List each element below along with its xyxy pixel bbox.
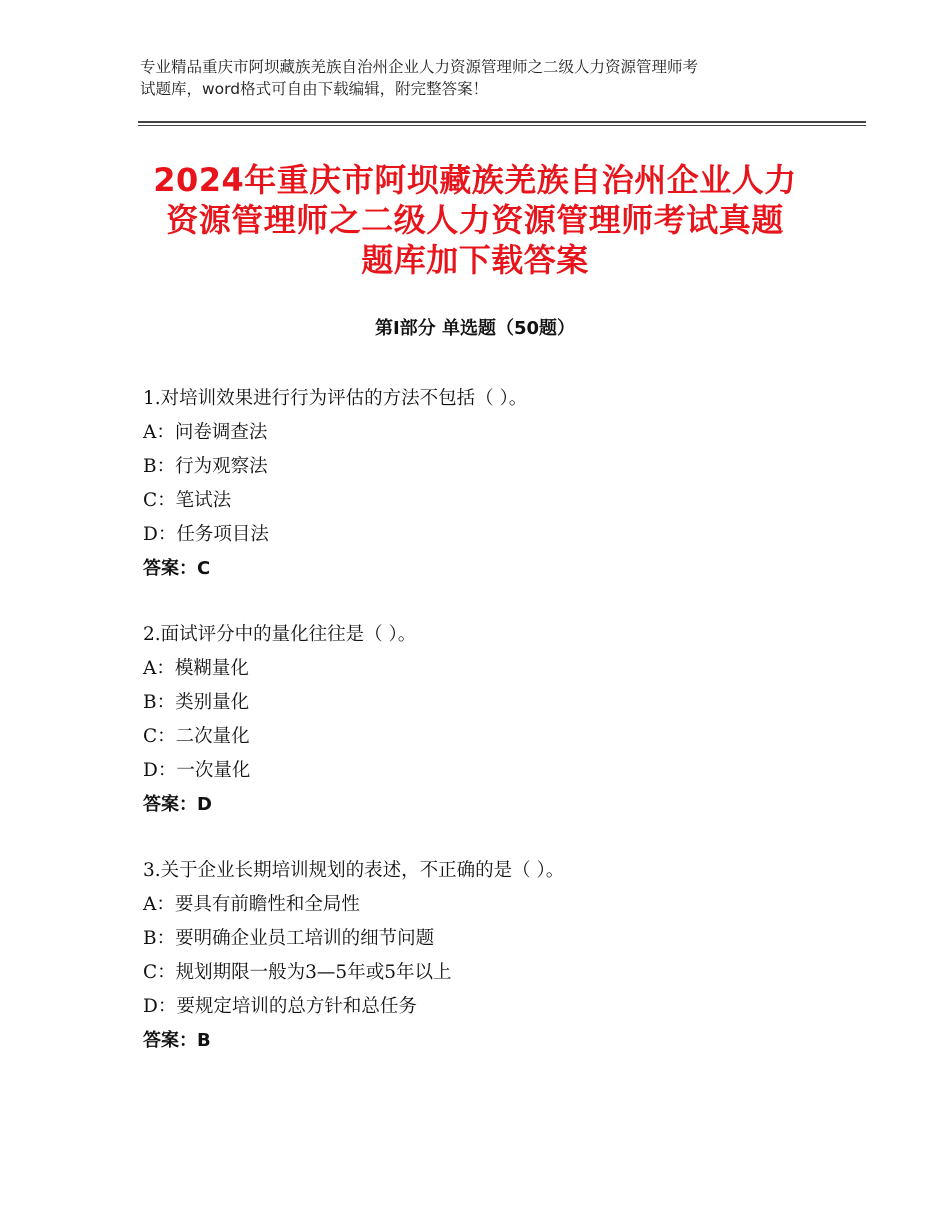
section-title: 第Ⅰ部分 单选题（50题） (374, 318, 575, 339)
header-divider-thin (138, 125, 866, 126)
question-list (143, 382, 863, 1090)
title-line-3: 题库加下载答案 (361, 241, 589, 279)
option-c: C：二次量化 (143, 726, 250, 747)
option-a: A：问卷调查法 (143, 422, 268, 443)
option-d: D：任务项目法 (143, 524, 269, 545)
option-a: A：模糊量化 (143, 658, 249, 679)
document-title (120, 160, 830, 280)
question-stem: 2.面试评分中的量化往往是（ ）。 (143, 624, 417, 645)
option-d: D：要规定培训的总方针和总任务 (143, 996, 417, 1017)
option-d: D：一次量化 (143, 760, 251, 781)
answer-line: 答案：C (143, 558, 211, 579)
question-item (143, 382, 863, 586)
question-item (143, 854, 863, 1058)
option-c: C：笔试法 (143, 490, 232, 511)
title-line-1: 2024年重庆市阿坝藏族羌族自治州企业人力 (153, 161, 797, 199)
option-b: B：类别量化 (143, 692, 250, 713)
document-header-note (140, 56, 830, 100)
answer-line: 答案：D (143, 794, 212, 815)
option-c: C：规划期限一般为3—5年或5年以上 (143, 962, 452, 983)
option-b: B：行为观察法 (143, 456, 268, 477)
title-line-2: 资源管理师之二级人力资源管理师考试真题 (166, 201, 784, 239)
option-b: B：要明确企业员工培训的细节问题 (143, 928, 435, 949)
answer-line: 答案：B (143, 1030, 211, 1051)
header-divider-thick (138, 121, 866, 123)
question-stem: 1.对培训效果进行行为评估的方法不包括（ ）。 (143, 388, 528, 409)
header-line-2: 试题库，word格式可自由下载编辑，附完整答案！ (140, 80, 489, 98)
question-item (143, 618, 863, 822)
option-a: A：要具有前瞻性和全局性 (143, 894, 360, 915)
header-line-1: 专业精品重庆市阿坝藏族羌族自治州企业人力资源管理师之二级人力资源管理师考 (140, 58, 699, 76)
question-stem: 3.关于企业长期培训规划的表述，不正确的是（ ）。 (143, 860, 565, 881)
